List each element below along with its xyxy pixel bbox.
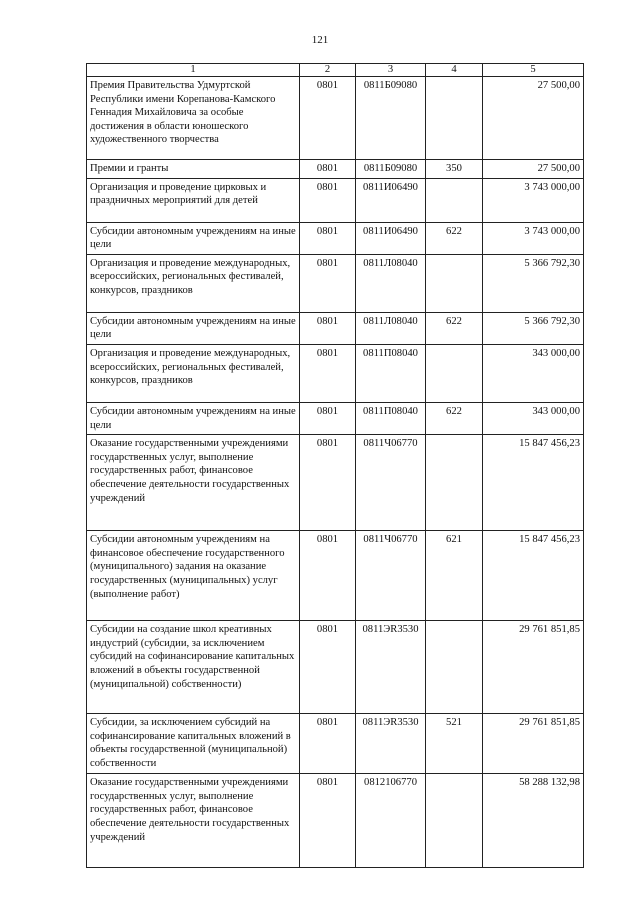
page-number: 121	[311, 34, 329, 46]
row-amount-cell: 343 000,00	[483, 344, 584, 402]
budget-table	[86, 63, 584, 868]
table-row	[87, 312, 584, 344]
row-target-cell: 0811ЭR3530	[356, 621, 426, 714]
row-amount-cell: 29 761 851,85	[483, 714, 584, 774]
row-name-cell: Премии и гранты	[87, 160, 300, 179]
row-amount-cell: 343 000,00	[483, 402, 584, 434]
header-row	[87, 64, 584, 77]
row-section-cell: 0801	[300, 222, 356, 254]
row-type-cell	[426, 254, 483, 312]
table-row	[87, 621, 584, 714]
row-type-cell	[426, 178, 483, 222]
row-name-cell: Оказание государственными учреждениями государственных услуг, выполнение государственных работ, финансовое обеспечение деятельности государственных учреждений	[87, 774, 300, 868]
table-body	[87, 77, 584, 868]
row-target-cell: 0811И06490	[356, 222, 426, 254]
header-col-3: 3	[356, 64, 426, 77]
row-amount-cell: 3 743 000,00	[483, 178, 584, 222]
row-name-cell: Субсидии на создание школ креативных индустрий (субсидии, за исключением субсидий на софинансирование капитальных вложений в объекты государственной (муниципальной) собственности)	[87, 621, 300, 714]
row-target-cell: 0811Б09080	[356, 160, 426, 179]
row-section-cell: 0801	[300, 714, 356, 774]
row-type-cell: 622	[426, 312, 483, 344]
row-amount-cell: 29 761 851,85	[483, 621, 584, 714]
row-amount-cell: 15 847 456,23	[483, 531, 584, 621]
row-section-cell: 0801	[300, 435, 356, 531]
row-section-cell: 0801	[300, 254, 356, 312]
row-amount-cell: 58 288 132,98	[483, 774, 584, 868]
row-type-cell: 621	[426, 531, 483, 621]
row-target-cell: 0811И06490	[356, 178, 426, 222]
row-type-cell	[426, 621, 483, 714]
row-name-cell: Субсидии автономным учреждениям на иные цели	[87, 312, 300, 344]
row-section-cell: 0801	[300, 531, 356, 621]
row-name-cell: Субсидии автономным учреждениям на иные цели	[87, 402, 300, 434]
row-amount-cell: 3 743 000,00	[483, 222, 584, 254]
row-section-cell: 0801	[300, 402, 356, 434]
row-name-cell: Оказание государственными учреждениями государственных услуг, выполнение государственных работ, финансовое обеспечение деятельности государственных учреждений	[87, 435, 300, 531]
table-row	[87, 531, 584, 621]
row-section-cell: 0801	[300, 344, 356, 402]
row-amount-cell: 15 847 456,23	[483, 435, 584, 531]
table-row	[87, 714, 584, 774]
row-section-cell: 0801	[300, 178, 356, 222]
row-type-cell: 521	[426, 714, 483, 774]
row-target-cell: 0811Б09080	[356, 77, 426, 160]
table-row	[87, 77, 584, 160]
row-type-cell: 622	[426, 402, 483, 434]
row-section-cell: 0801	[300, 160, 356, 179]
header-col-4: 4	[426, 64, 483, 77]
row-target-cell: 0811П08040	[356, 344, 426, 402]
row-target-cell: 0812106770	[356, 774, 426, 868]
table-row	[87, 435, 584, 531]
row-section-cell: 0801	[300, 312, 356, 344]
row-type-cell	[426, 435, 483, 531]
row-amount-cell: 27 500,00	[483, 160, 584, 179]
row-target-cell: 0811Ч06770	[356, 531, 426, 621]
table-row	[87, 160, 584, 179]
row-target-cell: 0811Л08040	[356, 254, 426, 312]
row-type-cell	[426, 344, 483, 402]
table-row	[87, 402, 584, 434]
row-name-cell: Организация и проведение цирковых и праздничных мероприятий для детей	[87, 178, 300, 222]
header-col-2: 2	[300, 64, 356, 77]
row-type-cell	[426, 77, 483, 160]
row-name-cell: Субсидии, за исключением субсидий на софинансирование капитальных вложений в объекты государственной (муниципальной) собственности	[87, 714, 300, 774]
row-target-cell: 0811ЭR3530	[356, 714, 426, 774]
row-target-cell: 0811П08040	[356, 402, 426, 434]
row-type-cell	[426, 774, 483, 868]
row-section-cell: 0801	[300, 621, 356, 714]
row-target-cell: 0811Ч06770	[356, 435, 426, 531]
table-row	[87, 222, 584, 254]
table-header	[87, 64, 584, 77]
row-name-cell: Субсидии автономным учреждениям на иные цели	[87, 222, 300, 254]
row-amount-cell: 27 500,00	[483, 77, 584, 160]
row-type-cell: 350	[426, 160, 483, 179]
row-amount-cell: 5 366 792,30	[483, 254, 584, 312]
header-col-1: 1	[87, 64, 300, 77]
row-section-cell: 0801	[300, 77, 356, 160]
row-name-cell: Премия Правительства Удмуртской Республики имени Корепанова-Камского Геннадия Михайловича за особые достижения в области юношеского художественного творчества	[87, 77, 300, 160]
row-name-cell: Организация и проведение международных, всероссийских, региональных фестивалей, конкурсов, праздников	[87, 344, 300, 402]
row-target-cell: 0811Л08040	[356, 312, 426, 344]
table-row	[87, 774, 584, 868]
row-name-cell: Организация и проведение международных, всероссийских, региональных фестивалей, конкурсов, праздников	[87, 254, 300, 312]
table-row	[87, 254, 584, 312]
row-section-cell: 0801	[300, 774, 356, 868]
table-row	[87, 178, 584, 222]
table-row	[87, 344, 584, 402]
row-amount-cell: 5 366 792,30	[483, 312, 584, 344]
header-col-5: 5	[483, 64, 584, 77]
row-name-cell: Субсидии автономным учреждениям на финансовое обеспечение государственного (муниципального) задания на оказание государственных (муниципальных) услуг (выполнение работ)	[87, 531, 300, 621]
row-type-cell: 622	[426, 222, 483, 254]
